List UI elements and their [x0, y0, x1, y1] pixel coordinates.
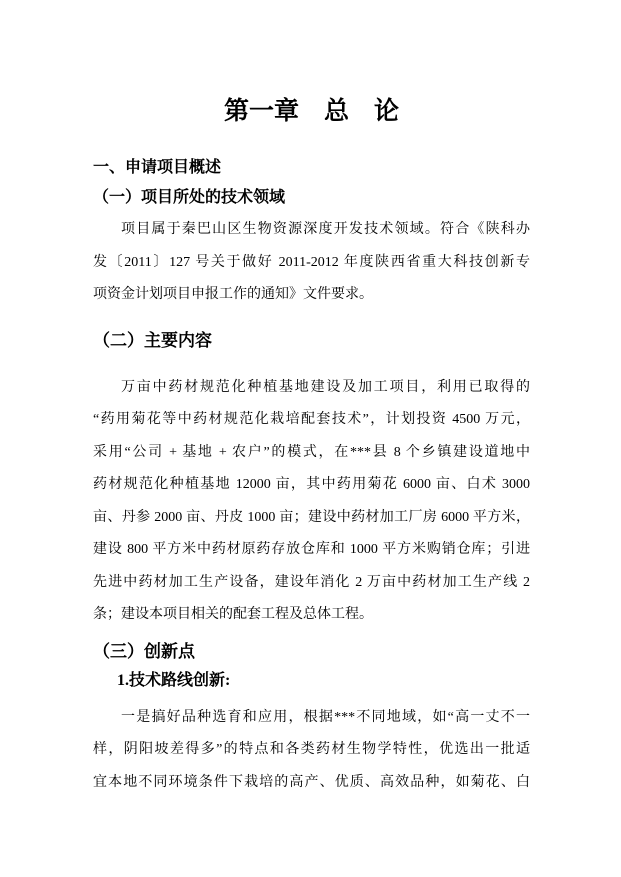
text-line: 条；建设本项目相关的配套工程及总体工程。 — [93, 607, 373, 622]
paragraph-main-content — [93, 372, 530, 632]
heading-subsection-innovation: （三）创新点 — [93, 641, 195, 661]
text-line: 样，阴阳坡差得多”的特点和各类药材生物学特性，优选出一批适 — [93, 742, 530, 757]
text-line: 宜本地不同环境条件下栽培的高产、优质、高效品种，如菊花、白 — [93, 774, 530, 790]
text-line: 亩、丹参 2000 亩、丹皮 1000 亩；建设中药材加工厂房 6000 平方米， — [93, 509, 530, 525]
heading-subsection-technical-field: （一）项目所处的技术领域 — [93, 189, 286, 206]
text-line: “药用菊花等中药材规范化栽培配套技术”，计划投资 4500 万元， — [93, 412, 530, 427]
paragraph-technical-field — [93, 214, 530, 312]
text-line: 先进中药材加工生产设备，建设年消化 2 万亩中药材加工生产线 2 — [93, 574, 530, 590]
text-line: 发〔2011〕127 号关于做好 2011-2012 年度陕西省重大科技创新专 — [93, 254, 530, 270]
text-line: 万亩中药材规范化种植基地建设及加工项目，利用已取得的 — [121, 379, 530, 395]
heading-tech-route-innovation: 1.技术路线创新: — [117, 671, 231, 689]
text-line: 一是搞好品种选育和应用，根据***不同地域，如“高一丈不一 — [121, 709, 530, 725]
chapter-title: 第一章 总 论 — [223, 98, 399, 125]
text-line: 药材规范化种植基地 12000 亩，其中药用菊花 6000 亩、白术 3000 — [93, 477, 530, 492]
heading-section-overview: 一、申请项目概述 — [93, 159, 222, 176]
heading-subsection-main-content: （二）主要内容 — [93, 330, 212, 350]
text-line: 建设 800 平方米中药材原药存放仓库和 1000 平方米购销仓库；引进 — [93, 542, 530, 557]
text-line: 项资金计划项目申报工作的通知》文件要求。 — [93, 287, 373, 302]
text-line: 采用“公司 + 基地 + 农户”的模式，在***县 8 个乡镇建设道地中 — [93, 444, 530, 460]
paragraph-innovation — [93, 702, 530, 800]
text-line: 项目属于秦巴山区生物资源深度开发技术领域。符合《陕科办 — [121, 222, 530, 237]
